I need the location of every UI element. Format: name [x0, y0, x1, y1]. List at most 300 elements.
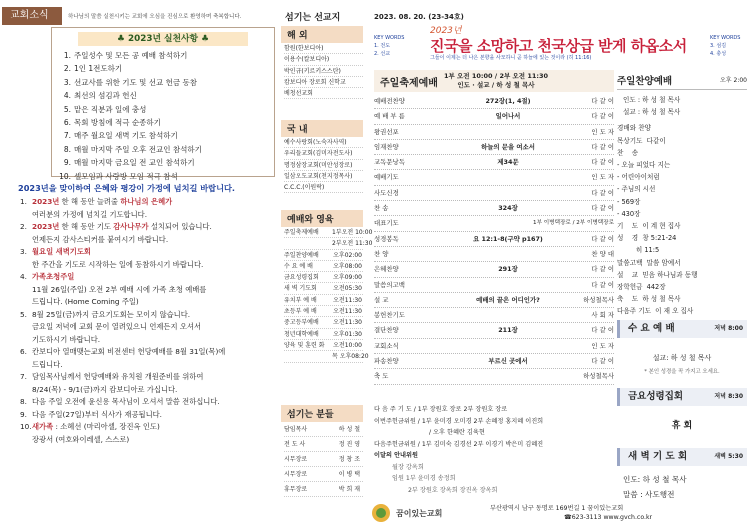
order-item-leader: 다 같 이	[591, 265, 614, 274]
news-detail: 8/24(목) - 9/1(금)까지 캄보디아로 가십니다.	[32, 384, 178, 394]
order-item-leader: 인 도 자	[591, 341, 614, 350]
slogan-text: 진국을 소망하고 천국상급 받게 하옵소서	[430, 37, 687, 55]
news-number: 10.	[20, 422, 32, 431]
praise-order-item: - 569장	[617, 197, 641, 206]
order-item-leader: 다 같 이	[591, 188, 614, 197]
ushers-line-3: 2부 장원호 장옥희 장진옥 장옥희	[408, 486, 498, 494]
overseas-mission-item: 함원(한보디아)	[284, 43, 363, 54]
worship-hour: 오전05:30	[333, 285, 362, 293]
servant-name: 정 창 조	[338, 456, 360, 463]
worship-hour: 오후09:00	[333, 274, 362, 282]
news-number: 4.	[20, 272, 27, 281]
worship-name: 수 요 예 배	[284, 262, 313, 270]
order-item-leader: 하성철목사	[583, 295, 614, 304]
order-item-leader: 다 같 이	[591, 142, 614, 151]
practice-box	[51, 27, 275, 181]
praise-order-item: 다음주 기도 이 재 오 집사	[617, 307, 694, 316]
news-highlight: 하나님의 은혜가	[120, 197, 173, 206]
order-item-name: 봉헌찬기도	[374, 311, 405, 320]
news-number: 9.	[20, 409, 27, 419]
dawn-prayer-title: 새 벽 기 도 회	[628, 451, 688, 462]
worship-name: 주일찬양예배	[284, 251, 319, 259]
welcome-note: 하나님의 말씀 실천시키는 교회에 오심을 진심으로 환영하며 축복합니다.	[68, 14, 242, 20]
order-item-detail: 일어나서	[495, 112, 521, 121]
keyword-1: 1. 전도	[374, 43, 391, 49]
praise-order-item: 축 도 하 성 철 목사	[617, 295, 681, 304]
worship-name: 양육 및 훈련 화	[284, 341, 325, 349]
servant-row	[284, 467, 363, 482]
sunday-worship-header	[374, 70, 614, 92]
worship-time-row	[284, 340, 363, 351]
worship-hour: 오전11:30	[333, 319, 362, 327]
church-news-panel	[0, 0, 277, 530]
worship-time-row	[284, 306, 363, 317]
worship-time-row	[284, 261, 363, 272]
wednesday-note: * 본인 성경을 꼭 가지고 오세요.	[644, 369, 720, 375]
news-item	[20, 296, 275, 309]
mission-panel	[281, 0, 373, 530]
practice-title: ♣ 2023년 실천사항 ♣	[78, 32, 248, 46]
dawn-prayer-details	[623, 472, 687, 502]
worship-hour: 오후08:00	[333, 262, 362, 270]
practice-text: 목회 방침에 적극 순종하기	[74, 118, 161, 128]
overseas-mission-item: 박인규(키르키스스탄)	[284, 66, 363, 77]
worship-time-row	[284, 283, 363, 294]
practice-text: 매월 마지막 주일 오후 전교인 참석하기	[74, 144, 202, 154]
news-number: 1.	[20, 197, 27, 206]
news-item	[20, 196, 275, 221]
ushers-line-2: 임원 1부 윤미경 송정희	[392, 475, 456, 482]
offering-this-week-afternoon: / 오후 한혜란 김육현	[429, 429, 485, 436]
practice-item	[58, 89, 268, 102]
order-item-detail	[436, 278, 580, 292]
order-item-name: 파송찬양	[374, 357, 399, 366]
praise-order-item: - 주님의 시선	[617, 185, 656, 194]
worship-time-row	[284, 272, 363, 283]
overseas-mission-item: 캄보디아 장로회 신학교	[284, 77, 363, 88]
news-line	[20, 309, 275, 322]
year-emblem: 2023년	[430, 26, 462, 36]
next-prayer: 다 음 주 기 도 / 1부 장원호 장로 2부 장원호 장로	[374, 406, 508, 413]
news-item	[20, 271, 275, 296]
overseas-list	[281, 43, 363, 99]
order-item-leader: 1부 이병택장로 / 2부 이병택장로	[533, 220, 614, 227]
news-text-tail: 설치되어 있습니다.	[148, 222, 212, 231]
overseas-mission-item: 이용수(칼보디아)	[284, 54, 363, 65]
practice-number: 4.	[63, 91, 71, 101]
order-item-detail: 272장(1, 4절)	[485, 97, 531, 105]
order-item-detail	[436, 369, 580, 383]
slogan-banner	[370, 24, 750, 64]
praise-worship-title: 주일찬양예배	[617, 75, 673, 87]
dawn-prayer-header	[617, 448, 747, 466]
practice-number: 7.	[63, 131, 71, 141]
friday-time: 저녁 8:30	[714, 393, 743, 400]
order-item-detail	[436, 125, 580, 139]
worship-name	[284, 351, 332, 361]
praise-worship-header	[617, 70, 747, 90]
news-line	[20, 221, 275, 234]
praise-sermon: 설교 : 하 성 철 목사	[623, 108, 681, 117]
church-logo	[370, 501, 470, 525]
keyword-2: 2. 선교	[374, 51, 391, 57]
dawn-prayer-lead: 인도: 하 성 철 목사	[623, 475, 687, 484]
praise-order-item: - 430장	[617, 209, 641, 218]
domestic-list	[281, 137, 363, 193]
practice-number: 1.	[63, 51, 71, 60]
keyword-4: 4. 충성	[710, 51, 727, 57]
worship-order-row	[374, 232, 614, 247]
order-item-leader: 다 같 이	[591, 280, 614, 289]
domestic-mission-item: 우리들교회(김미자전도사)	[284, 148, 363, 159]
servant-role: 전 도 사	[284, 441, 306, 448]
order-item-leader: 찬 양 대	[591, 249, 614, 258]
order-item-name: 예배전찬양	[374, 97, 405, 105]
sunday-worship-lead: 인도 · 설교 / 하 성 철 목사	[457, 81, 535, 89]
order-item-name: 왕권선포	[374, 127, 399, 136]
news-highlight: 가족초청주일	[32, 272, 75, 281]
order-item-leader: 다 같 이	[591, 234, 614, 243]
worship-order-row	[374, 140, 614, 155]
servant-name: 정 진 영	[338, 441, 360, 448]
news-line	[20, 396, 275, 409]
order-item-name: 교회소식	[374, 341, 399, 350]
order-item-name: 예배기도	[374, 173, 399, 182]
keyword-3: 3. 섬김	[710, 43, 727, 49]
worship-time-row	[284, 317, 363, 328]
sunday-worship-time: 1부 오전 10:00 / 2부 오전 11:30	[443, 72, 549, 80]
offering-this-week: 이번주헌금위원 / 1부 윤미경 오미경 2부 손혜정 홍지혜 이진희	[374, 417, 544, 425]
praise-leaders	[617, 94, 747, 118]
friday-header	[617, 388, 747, 406]
domestic-heading: 국 내	[281, 120, 363, 137]
news-item	[20, 421, 275, 446]
servant-role: 담임목사	[284, 426, 308, 433]
news-line	[20, 421, 275, 434]
order-item-leader: 다 같 이	[591, 112, 614, 121]
order-item-detail: 하늘의 문을 여소서	[481, 142, 535, 151]
news-number: 2.	[20, 222, 27, 231]
news-number: 3.	[20, 247, 27, 256]
news-number: 6.	[20, 347, 27, 356]
worship-order-row	[374, 293, 614, 308]
order-item-detail	[436, 247, 580, 261]
order-item-detail: 요 12:1-8(구약 p167)	[473, 234, 543, 243]
order-item-detail: 211장	[498, 326, 518, 335]
domestic-section	[281, 120, 363, 193]
worship-hour: 오전10:00	[333, 341, 362, 349]
news-detail: 드립니다.	[32, 359, 63, 369]
worship-name: 청년대학예배	[284, 330, 319, 338]
worship-order-row	[374, 155, 614, 170]
practice-item	[58, 170, 268, 183]
friday-title: 금요성령집회	[628, 391, 684, 402]
news-text-tail: : 소혜선 (마리아셀, 장진옥 인도)	[53, 422, 160, 431]
domestic-mission-item: 예수사랑회(노숙자사역)	[284, 137, 363, 148]
praise-order-item: 찬 송	[617, 148, 639, 157]
order-item-name: 은혜찬양	[374, 265, 399, 274]
practice-item	[58, 49, 268, 62]
worship-order-row	[374, 278, 614, 293]
sunday-worship-meta	[444, 72, 548, 90]
praise-lead: 인도 : 하 성 철 목사	[623, 96, 681, 104]
domestic-mission-item: 일삼오도교회(천지정목사)	[284, 171, 363, 182]
news-detail: 한 주간을 기도로 시작하는 일에 동참하시기 바랍니다.	[32, 259, 204, 269]
news-text: 한 해 동안 늘려줄	[59, 197, 121, 206]
domestic-mission-item: C.C.C.(이원락)	[284, 182, 363, 193]
news-line	[20, 371, 275, 384]
practice-item	[58, 62, 268, 75]
worship-hour: 오전11:30	[333, 296, 362, 304]
order-item-leader: 다 같 이	[591, 158, 614, 167]
order-item-leader: 사 회 자	[591, 311, 614, 320]
praise-order-item: 설 교 믿음 하나님과 동행	[617, 270, 698, 279]
worship-order-row	[374, 125, 614, 140]
servant-name: 하 성 철	[338, 426, 360, 433]
worship-order-row	[374, 339, 614, 354]
news-text: 한 해 동안 기도	[59, 222, 114, 231]
worship-order-row	[374, 170, 614, 185]
worship-order-row	[374, 354, 614, 369]
dawn-prayer-word: 말씀 : 사도행전	[623, 490, 675, 499]
friday-status: 휴 회	[671, 421, 693, 431]
order-item-name: 찬 송	[374, 204, 389, 213]
worship-name: 새 벽 기도회	[284, 285, 317, 293]
order-item-detail: 부르신 곳에서	[488, 357, 528, 366]
church-news-header	[2, 7, 241, 25]
news-item	[20, 334, 275, 347]
servant-row	[284, 437, 363, 452]
servant-name: 박 희 재	[338, 486, 360, 493]
praise-order-item: 말씀고백 말씀 암예서	[617, 258, 681, 267]
order-item-name: 예 배 부 름	[374, 112, 405, 121]
practice-number: 8.	[63, 144, 71, 154]
practice-item	[58, 103, 268, 116]
news-number: 5.	[20, 309, 27, 319]
order-item-name: 축 도	[374, 372, 389, 381]
praise-order-item: - 오늘 피었다 지는	[617, 161, 671, 170]
keywords-left	[374, 34, 404, 58]
worship-hour: 오후02:00	[333, 251, 362, 259]
church-news-title: 교회소식	[2, 7, 62, 25]
order-item-leader: 인 도 자	[591, 127, 614, 136]
praise-order-item: 성 경 창 5:21-24	[617, 234, 677, 243]
domestic-mission-item: 명정삼장교회(미안성장로)	[284, 160, 363, 171]
practice-number: 2.	[63, 64, 71, 74]
news-line	[20, 346, 275, 359]
weekly-services-panel	[617, 70, 747, 530]
practice-item	[58, 129, 268, 142]
order-item-leader: 하성철목사	[583, 372, 614, 381]
news-detail: 금요일 저녁에 교회 문이 열려있으니 언제든지 오셔서	[32, 322, 201, 331]
news-item	[20, 409, 275, 422]
news-line	[20, 246, 275, 259]
news-highlight-year: 2023년	[32, 222, 60, 231]
order-item-detail	[436, 170, 580, 184]
news-highlight: 월요일 새벽기도회	[32, 247, 91, 256]
news-line	[20, 409, 275, 422]
worship-hour: 오전11:30	[333, 308, 362, 316]
worship-time-row	[284, 250, 363, 261]
worship-order-row	[374, 308, 614, 323]
church-address: 부산광역시 남구 동명로 169번길 1 꿈이있는교회	[490, 505, 624, 512]
worship-order-row	[374, 216, 614, 231]
practice-text: 선교사를 위한 기도 및 선교 헌금 동참	[74, 77, 197, 87]
worship-times-heading: 예배와 영육	[281, 210, 363, 227]
news-item	[20, 371, 275, 396]
news-text: 칸보디아 열매맺는교회 비전센터 헌당예배를 8월 31일(목)에	[32, 347, 226, 356]
worship-order-table	[374, 94, 614, 385]
mission-title: 섬기는 선교지	[285, 13, 341, 23]
news-detail: 장광서 (여호와이레셀, 스스로)	[32, 434, 130, 444]
servant-role: 시무장로	[284, 471, 308, 478]
worship-times-list	[281, 227, 373, 363]
order-item-name: 결단찬양	[374, 326, 399, 335]
order-item-leader: 다 같 이	[591, 357, 614, 366]
news-text: 다음 주일 오전에 윤신용 목사님이 오셔서 말씀 전하십니다.	[32, 397, 220, 406]
practice-item	[58, 156, 268, 169]
worship-name: 금요성령집회	[284, 274, 319, 282]
order-item-detail: 예배의 끝은 어디인가?	[476, 295, 540, 304]
church-logo-icon	[370, 502, 392, 524]
practice-number: 10.	[59, 171, 71, 181]
order-item-detail: 291장	[498, 265, 518, 274]
practice-number: 9.	[63, 158, 71, 168]
news-line	[20, 271, 275, 284]
practice-number: 5.	[63, 104, 71, 114]
worship-time-row	[284, 238, 373, 249]
servant-row	[284, 422, 363, 437]
praise-order-list	[617, 122, 747, 317]
servant-row	[284, 452, 363, 467]
praise-worship-time: 오후 2:00	[720, 77, 747, 84]
worship-time-row	[284, 329, 363, 340]
worship-time-row	[284, 227, 373, 238]
worship-name: 유치부 예 배	[284, 296, 317, 304]
worship-order-row	[374, 247, 614, 262]
news-item	[20, 309, 275, 334]
news-list	[20, 196, 275, 446]
order-item-detail: 제34문	[497, 158, 519, 167]
practice-number: 6.	[63, 118, 71, 128]
practice-text: 매주 월요일 새벽 기도 참석하기	[74, 131, 178, 141]
servant-row	[284, 482, 363, 497]
servants-section	[281, 405, 363, 497]
practice-text: 셀모임과 사랑방 모임 적극 참석	[74, 171, 178, 181]
order-item-leader: 인 도 자	[591, 173, 614, 182]
wednesday-lead: 설교: 하 성 철 목사	[652, 354, 712, 362]
new-year-greeting: 2023년을 맞이하여 은혜와 평강이 가정에 넘치길 바랍니다.	[18, 183, 236, 193]
practice-item	[58, 76, 268, 89]
worship-order-row	[374, 201, 614, 216]
wednesday-time: 저녁 8:00	[714, 325, 743, 332]
practice-item	[58, 116, 268, 129]
practice-text: 1인 1전도하기	[74, 64, 123, 74]
worship-name: 초등부 예 배	[284, 308, 317, 316]
worship-name: 주일축제예배	[284, 229, 319, 236]
news-text: 담임목사님께서 헌당예배와 유치원 개원준비를 위하여	[32, 372, 204, 381]
worship-name: 중고등부예배	[284, 319, 319, 327]
order-item-name: 대표기도	[374, 219, 399, 228]
practice-text: 맡은 직분과 일에 충성	[74, 104, 147, 114]
church-contact: ☎623-3113 www.gvch.co.kr	[564, 514, 653, 521]
order-item-detail	[436, 186, 580, 200]
keywords-label-right: KEY WORDS	[710, 35, 741, 41]
order-item-name: 찬 양	[374, 249, 389, 258]
worship-order-row	[374, 94, 614, 109]
order-item-leader: 다 같 이	[591, 326, 614, 335]
worship-order-row	[374, 109, 614, 124]
order-item-leader: 다 같 이	[591, 97, 614, 105]
overseas-section	[281, 26, 363, 99]
news-text: 8월 25일(금)까지 금요기도회는 모이지 않습니다.	[32, 309, 191, 319]
ushers-heading: 이달의 안내위원	[374, 452, 418, 459]
order-item-detail	[436, 308, 580, 322]
keywords-right	[710, 34, 740, 58]
worship-name	[284, 238, 332, 248]
servants-list	[281, 422, 363, 497]
wednesday-header	[617, 320, 747, 338]
news-detail: 언제든지 감사스티커를 붙여시기 바랍니다.	[32, 234, 169, 244]
sunday-worship-title: 주일축제예배	[380, 77, 438, 89]
praise-order-item: - 어린아이처럼	[617, 173, 660, 182]
worship-order-row	[374, 262, 614, 277]
church-logo-text: 꿈이있는교회	[396, 508, 443, 518]
news-number: 7.	[20, 372, 27, 381]
order-item-name: 교독문낭독	[374, 158, 405, 167]
practice-text: 최선의 섬김과 헌신	[74, 91, 137, 101]
news-item	[20, 246, 275, 271]
worship-order-row	[374, 369, 614, 384]
order-item-leader: 다 같 이	[591, 204, 614, 213]
praise-order-item: 목상기도 다같이	[617, 136, 666, 145]
worship-time-row	[284, 295, 363, 306]
order-item-name: 사도신경	[374, 188, 399, 197]
servant-role: 시무장로	[284, 456, 308, 463]
overseas-mission-item: 베청선교회	[284, 88, 363, 99]
order-item-detail	[436, 339, 580, 353]
practice-text: 매월 마지막 금요일 전 교인 참석하기	[74, 158, 195, 168]
worship-hour: 목 오후08:20	[332, 353, 369, 361]
offering-next-week: 다음주헌금위원 / 1부 김미숙 김경선 2부 이경기 박은미 김혜진	[374, 440, 544, 448]
practice-number: 3.	[63, 77, 71, 87]
news-detail: 기도하시기 바랍니다.	[32, 334, 101, 344]
news-number: 8.	[20, 397, 27, 406]
practice-item	[58, 143, 268, 156]
news-detail: 드립니다. (Home Coming 주일)	[32, 297, 139, 306]
order-item-detail: 324장	[498, 204, 518, 213]
news-item	[20, 346, 275, 371]
news-item	[20, 396, 275, 409]
news-text: 다음 주일(27일)부터 식사가 재공됩니다.	[32, 409, 162, 419]
praise-order-item: 경배와 찬양	[617, 124, 651, 133]
duty-roster	[374, 404, 614, 496]
theme-verse: 그들이 이제는 더 나은 본향을 사모하니 곧 하늘에 있는 것이라 (히 11:16)	[430, 55, 592, 61]
news-highlight: 감사나무가	[113, 222, 149, 231]
worship-time-row	[284, 351, 369, 362]
keywords-label: KEY WORDS	[374, 35, 405, 41]
worship-order-row	[374, 186, 614, 201]
news-item	[20, 221, 275, 246]
praise-order-item: 히 11:5	[617, 246, 660, 255]
news-highlight: 새가족	[32, 422, 54, 431]
worship-times-section	[281, 210, 373, 363]
order-item-name: 임재찬양	[374, 142, 399, 151]
worship-hour: 1부오전 10:00	[332, 229, 373, 236]
servant-name: 이 병 택	[338, 471, 360, 478]
dawn-prayer-time: 새벽 5:30	[714, 453, 743, 460]
praise-order-item: 장학헌금 442장	[617, 283, 666, 292]
